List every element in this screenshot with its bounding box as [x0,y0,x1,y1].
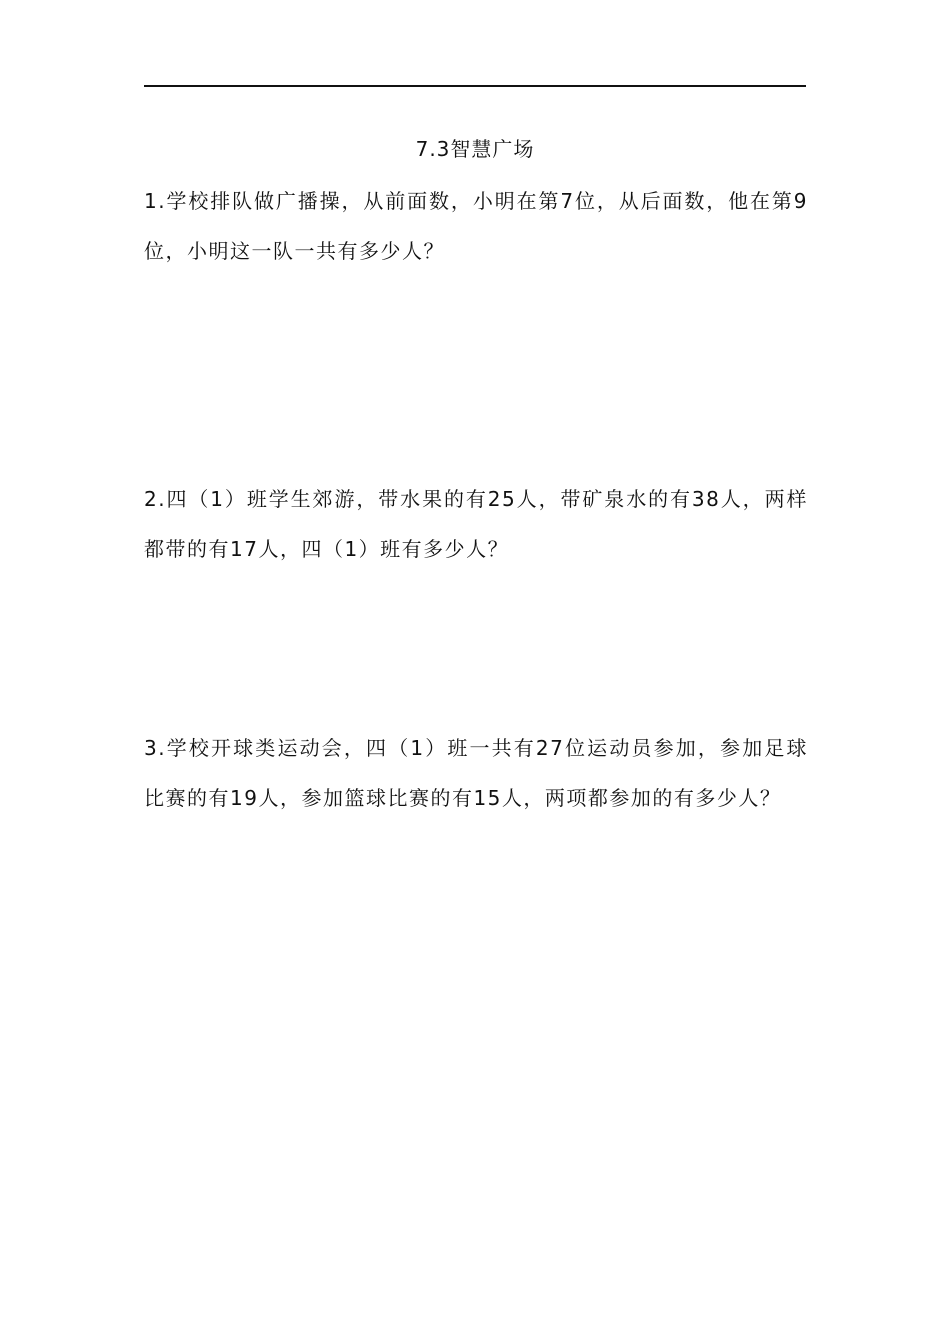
question-2: 2.四（1）班学生郊游，带水果的有25人，带矿泉水的有38人，两样都带的有17人，四（1）班有多少人？ [144,487,808,561]
header-rule [144,85,806,87]
question-1: 1.学校排队做广播操，从前面数，小明在第7位，从后面数，他在第9位，小明这一队一共有多少人？ [144,189,808,263]
question-3: 3.学校开球类运动会，四（1）班一共有27位运动员参加，参加足球比赛的有19人，参加篮球比赛的有15人，两项都参加的有多少人？ [144,736,808,810]
page-title: 7.3智慧广场 [415,137,535,161]
